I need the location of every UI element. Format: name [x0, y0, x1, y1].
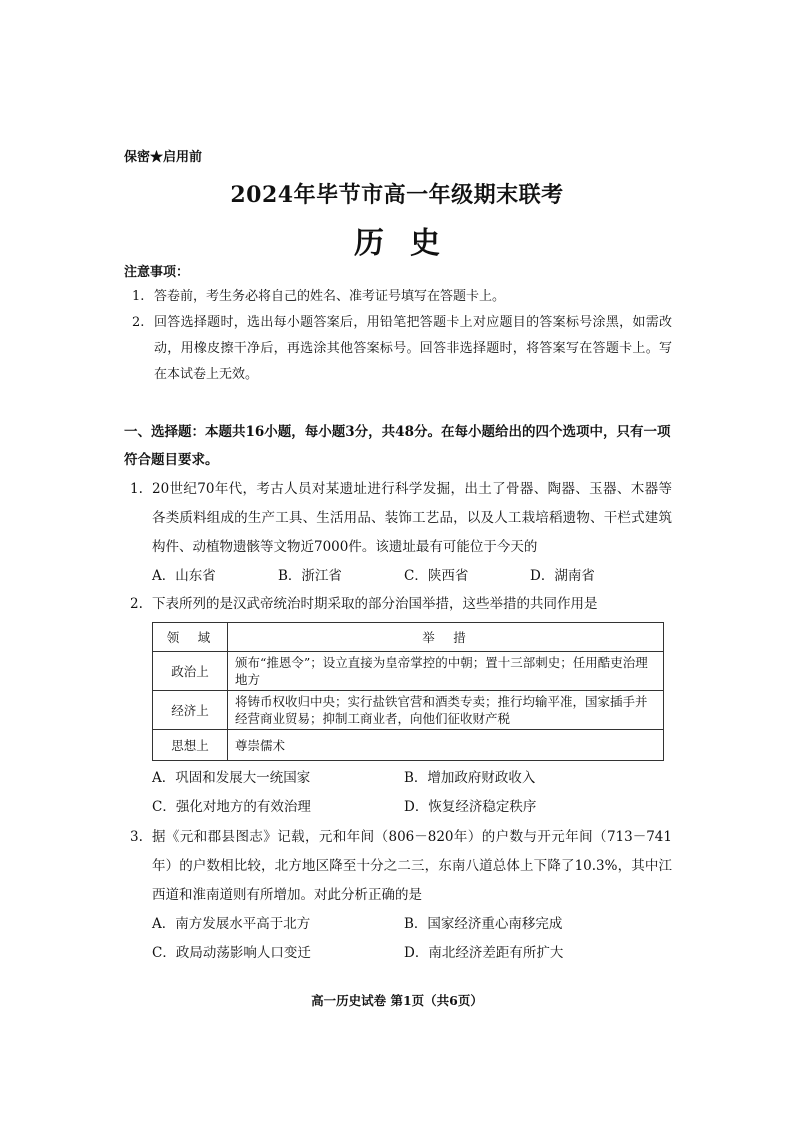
question-text: 据《元和郡县图志》记载，元和年间（806－820年）的户数与开元年间（713－741年）的户数相比较，北方地区降至十分之二三，东南八道总体上下降了10.3%，其中江西道和淮南道则有所增加。对此分析正确的是 [152, 829, 672, 903]
policy-table [152, 622, 664, 761]
option-d: D．湖南省 [530, 568, 595, 584]
option-c: C．陕西省 [404, 568, 469, 584]
question-2-options [130, 764, 672, 822]
section-heading: 一、选择题：本题共16小题，每小题3分，共48分。在每小题给出的四个选项中，只有一项符合题目要求。 [124, 424, 671, 468]
table-row [153, 691, 664, 730]
subject-title: 历史 [354, 226, 466, 261]
table-header-row [153, 623, 664, 652]
table-header-measure: 举 措 [228, 623, 664, 652]
question-options [130, 764, 672, 793]
question-options [130, 939, 672, 968]
question-text: 下表所列的是汉武帝统治时期采取的部分治国举措，这些举措的共同作用是 [152, 596, 598, 612]
question-stem [130, 823, 672, 910]
notice-item [132, 284, 672, 310]
option-b: B．国家经济重心南移完成 [404, 916, 563, 932]
option-a: A．巩固和发展大一统国家 [152, 770, 311, 786]
option-b: B．增加政府财政收入 [404, 770, 536, 786]
notice-item-number: 1. [132, 289, 145, 304]
question-number: 2. [130, 596, 143, 612]
question-1 [130, 475, 672, 591]
option-a: A．山东省 [152, 568, 216, 584]
question-number: 1. [130, 481, 143, 497]
question-options [130, 793, 672, 822]
table-row [153, 730, 664, 761]
table-cell-field: 经济上 [153, 691, 228, 730]
option-d: D．南北经济差距有所扩大 [404, 945, 564, 961]
page-footer: 高一历史试卷 第1页（共6页） [311, 993, 483, 1008]
notice-item-number: 2. [132, 315, 145, 330]
notice-item-text: 答卷前，考生务必将自己的姓名、准考证号填写在答题卡上。 [154, 289, 506, 304]
question-options [130, 562, 672, 591]
notice-item [132, 310, 672, 388]
table-cell-measure: 颁布“推恩令”；设立直接为皇帝掌控的中朝；置十三部刺史；任用酷吏治理地方 [228, 652, 664, 691]
question-options [130, 910, 672, 939]
notice-title: 注意事项： [124, 265, 190, 280]
table-cell-measure: 将铸币权收归中央；实行盐铁官营和酒类专卖；推行均输平准，国家插手并经营商业贸易；抑制工商业者，向他们征收财产税 [228, 691, 664, 730]
notice-item-text: 回答选择题时，选出每小题答案后，用铅笔把答题卡上对应题目的答案标号涂黑，如需改动，用橡皮擦干净后，再选涂其他答案标号。回答非选择题时，将答案写在答题卡上。写在本试卷上无效。 [154, 315, 672, 382]
option-c: C．政局动荡影响人口变迁 [152, 945, 311, 961]
option-d: D．恢复经济稳定秩序 [404, 799, 537, 815]
table-cell-field: 政治上 [153, 652, 228, 691]
notice-list [132, 284, 672, 388]
question-stem [130, 590, 672, 619]
option-c: C．强化对地方的有效治理 [152, 799, 311, 815]
table-cell-measure: 尊崇儒术 [228, 730, 664, 761]
table-cell-field: 思想上 [153, 730, 228, 761]
table-header-field: 领 域 [153, 623, 228, 652]
question-text: 20世纪70年代，考古人员对某遗址进行科学发掘，出土了骨器、陶器、玉器、木器等各类质料组成的生产工具、生活用品、装饰工艺品，以及人工栽培稻遗物、干栏式建筑构件、动植物遗骸等文物近7000件。该遗址最有可能位于今天的 [152, 481, 672, 555]
confidential-mark: 保密★启用前 [124, 150, 203, 165]
question-stem [130, 475, 672, 562]
question-2 [130, 590, 672, 619]
option-b: B．浙江省 [278, 568, 342, 584]
question-3 [130, 823, 672, 968]
option-a: A．南方发展水平高于北方 [152, 916, 311, 932]
question-number: 3. [130, 829, 143, 845]
table-row [153, 652, 664, 691]
exam-title: 2024年毕节市高一年级期末联考 [230, 182, 564, 208]
